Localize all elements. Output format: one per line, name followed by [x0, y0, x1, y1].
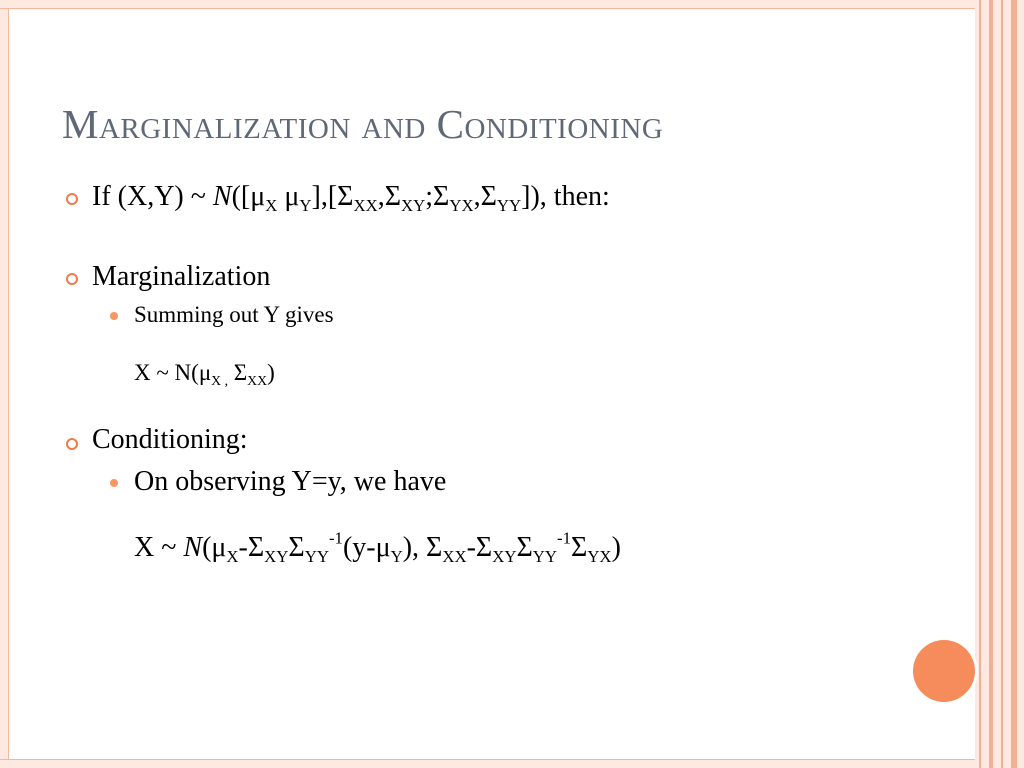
decorative-stripe	[989, 0, 993, 768]
sub-bullet-summing-out: Summing out Y gives	[134, 302, 334, 327]
subscript: XY	[401, 195, 426, 215]
subscript: XY	[264, 546, 289, 566]
subscript: XX	[247, 372, 268, 388]
text-segment: ), Σ	[402, 532, 443, 563]
text-segment: (μ	[202, 532, 227, 563]
decorative-stripe	[1001, 0, 1003, 768]
slide-frame-top	[0, 0, 975, 9]
sub-bullet-observing: On observing Y=y, we have	[134, 466, 447, 497]
subscript: YY	[304, 546, 329, 566]
text-segment: Σ	[516, 532, 533, 563]
text-segment: -Σ	[238, 532, 265, 563]
text-segment: (y-μ	[342, 532, 391, 563]
subscript: X	[226, 546, 239, 566]
text-segment: X ~ N(μ	[134, 360, 212, 385]
text-segment: ;Σ	[425, 181, 450, 212]
text-segment: If (X,Y) ~	[92, 181, 213, 212]
text-segment: )	[267, 360, 275, 385]
superscript: -1	[328, 528, 343, 548]
text-segment: N	[183, 532, 203, 563]
text-segment: -Σ	[466, 532, 493, 563]
subscript: Y	[299, 195, 312, 215]
decorative-stripe	[979, 0, 981, 768]
bullet-marginalization: Marginalization	[92, 261, 271, 292]
ring-bullet-icon	[66, 273, 78, 285]
subscript: YX	[587, 546, 612, 566]
subscript: XY	[492, 546, 517, 566]
subscript: Y	[390, 546, 403, 566]
slide-frame-bottom	[0, 759, 975, 768]
text-segment: N	[212, 181, 232, 212]
text-segment: ([μ	[231, 181, 266, 212]
subscript: XX	[442, 546, 467, 566]
decorative-stripe	[1011, 0, 1017, 768]
subscript: YY	[532, 546, 558, 566]
superscript: -1	[557, 528, 572, 548]
text-segment: μ	[277, 181, 300, 212]
text-segment: ],[Σ	[311, 181, 354, 212]
right-decorative-panel	[975, 0, 1024, 768]
text-segment: ,Σ	[377, 181, 402, 212]
subscript: XX	[353, 195, 378, 215]
subscript: YY	[496, 195, 522, 215]
ring-bullet-icon	[66, 193, 78, 205]
orange-circle-icon	[913, 640, 975, 702]
subscript: X	[265, 195, 278, 215]
text-segment: X ~	[134, 532, 184, 563]
bullet-joint-gaussian	[92, 181, 610, 213]
text-segment: )	[611, 532, 621, 563]
text-segment: ]), then:	[521, 181, 610, 212]
subscript: X ,	[211, 372, 229, 388]
slide-title: Marginalization and Conditioning	[62, 101, 664, 147]
subscript: YX	[449, 195, 474, 215]
text-segment: Σ	[288, 532, 305, 563]
text-segment: Σ	[228, 360, 248, 385]
marginal-formula	[134, 360, 275, 386]
text-segment: ,Σ	[473, 181, 497, 212]
dot-bullet-icon	[110, 312, 118, 320]
ring-bullet-icon	[66, 438, 78, 450]
bullet-conditioning: Conditioning:	[92, 424, 248, 455]
slide-frame-left	[0, 0, 9, 768]
conditional-formula	[134, 528, 621, 566]
text-segment: Σ	[571, 532, 588, 563]
dot-bullet-icon	[110, 479, 118, 487]
